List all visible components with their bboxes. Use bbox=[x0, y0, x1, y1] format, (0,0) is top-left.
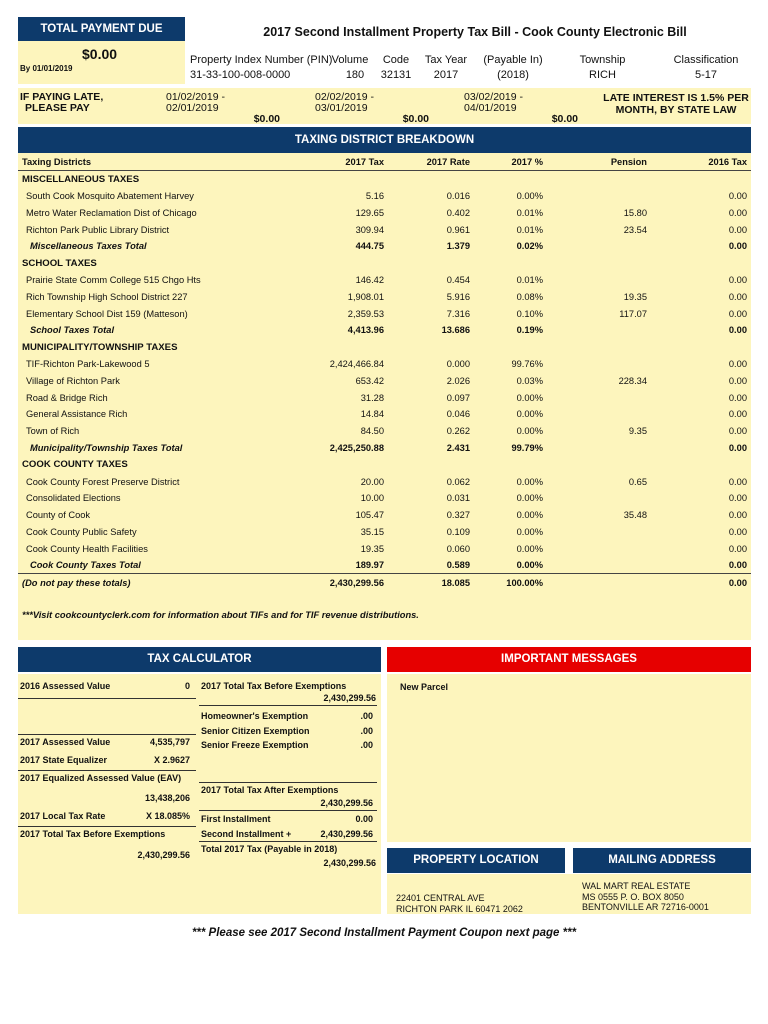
district-pct: 0.00% bbox=[516, 526, 543, 537]
district-name: Consolidated Elections bbox=[26, 493, 121, 504]
table-row bbox=[18, 423, 751, 440]
district-pension bbox=[547, 171, 651, 188]
district-pct: 0.00% bbox=[516, 426, 543, 437]
district-name: Municipality/Township Taxes Total bbox=[30, 442, 183, 453]
tax-calculator-panel bbox=[18, 674, 381, 914]
table-row bbox=[18, 540, 751, 557]
divider bbox=[199, 782, 377, 783]
district-tax: 20.00 bbox=[360, 476, 384, 487]
district-pension: 15.80 bbox=[623, 207, 647, 218]
total-payment-amount: $0.00 bbox=[82, 46, 118, 62]
district-tax bbox=[258, 456, 388, 473]
district-tax: 653.42 bbox=[355, 375, 384, 386]
district-tax: 129.65 bbox=[355, 207, 384, 218]
district-rate: 5.916 bbox=[446, 291, 470, 302]
district-pct: 99.79% bbox=[511, 442, 543, 453]
district-pct: 0.03% bbox=[516, 375, 543, 386]
table-row bbox=[18, 356, 751, 373]
late-payment-label: IF PAYING LATE, PLEASE PAY bbox=[20, 91, 104, 114]
district-pct: 0.01% bbox=[516, 207, 543, 218]
district-pension: 228.34 bbox=[618, 375, 647, 386]
table-row bbox=[18, 406, 751, 423]
district-tax: 189.97 bbox=[355, 560, 384, 571]
total-payment-box bbox=[18, 41, 185, 84]
total-row bbox=[18, 557, 751, 574]
district-prev: 0.00 bbox=[728, 224, 747, 235]
total-row bbox=[18, 322, 751, 339]
district-pension bbox=[547, 238, 651, 255]
district-prev: 0.00 bbox=[728, 543, 747, 554]
district-pct: 0.00% bbox=[516, 560, 543, 571]
district-pension bbox=[547, 188, 651, 205]
township-column: Township RICH bbox=[579, 54, 626, 81]
taxing-district-table bbox=[18, 154, 751, 591]
column-header: Taxing Districts bbox=[18, 154, 258, 171]
district-prev: 0.00 bbox=[728, 291, 747, 302]
district-rate: 0.454 bbox=[446, 274, 470, 285]
district-rate: 0.402 bbox=[446, 207, 470, 218]
district-pct: 0.02% bbox=[516, 241, 543, 252]
district-pension bbox=[547, 524, 651, 541]
district-pension bbox=[547, 339, 651, 356]
homeowner-exemption-value: .00 bbox=[360, 711, 373, 721]
district-rate: 0.000 bbox=[446, 358, 470, 369]
divider bbox=[18, 734, 196, 735]
column-header: Pension bbox=[547, 154, 651, 171]
district-rate: 18.085 bbox=[388, 574, 474, 591]
district-tax: 2,424,466.84 bbox=[329, 358, 384, 369]
category-row bbox=[18, 456, 751, 473]
district-prev bbox=[651, 171, 751, 188]
district-name: Road & Bridge Rich bbox=[26, 392, 108, 403]
assessed-2017-label: 2017 Assessed Value bbox=[20, 737, 111, 747]
important-messages-panel bbox=[387, 674, 751, 842]
district-prev: 0.00 bbox=[728, 207, 747, 218]
district-pct bbox=[474, 339, 547, 356]
table-row bbox=[18, 372, 751, 389]
first-installment-value: 0.00 bbox=[355, 814, 373, 824]
district-pct: 0.00% bbox=[516, 510, 543, 521]
district-pension bbox=[547, 322, 651, 339]
tax-calculator-title: TAX CALCULATOR bbox=[18, 647, 381, 672]
late-period-3: 03/02/2019 - 04/01/2019 $0.00 bbox=[464, 91, 578, 125]
district-rate bbox=[388, 171, 474, 188]
district-name: Cook County Taxes Total bbox=[30, 560, 141, 571]
pin-column: Property Index Number (PIN) 31-33-100-008-0000 bbox=[190, 54, 333, 81]
total-row bbox=[18, 238, 751, 255]
table-row bbox=[18, 473, 751, 490]
district-pct: 99.76% bbox=[511, 358, 543, 369]
district-rate: 13.686 bbox=[441, 325, 470, 336]
district-rate: 0.109 bbox=[446, 526, 470, 537]
total-tax-value: 2,430,299.56 bbox=[323, 858, 376, 868]
classification-column: Classification 5-17 bbox=[673, 54, 739, 81]
district-rate: 0.589 bbox=[446, 560, 470, 571]
late-period-1: 01/02/2019 - 02/01/2019 $0.00 bbox=[166, 91, 280, 125]
district-name: Rich Township High School District 227 bbox=[26, 291, 188, 302]
district-name: General Assistance Rich bbox=[26, 409, 128, 420]
district-pct: 0.10% bbox=[516, 308, 543, 319]
table-row bbox=[18, 188, 751, 205]
district-prev: 0.00 bbox=[728, 526, 747, 537]
district-tax: 14.84 bbox=[360, 409, 384, 420]
category-row bbox=[18, 339, 751, 356]
district-prev: 0.00 bbox=[728, 375, 747, 386]
column-header: 2017 % bbox=[474, 154, 547, 171]
district-tax: 19.35 bbox=[360, 543, 384, 554]
category-row bbox=[18, 171, 751, 188]
local-rate-label: 2017 Local Tax Rate bbox=[20, 811, 106, 821]
district-prev bbox=[651, 339, 751, 356]
divider bbox=[199, 810, 377, 811]
total-payment-due-label: TOTAL PAYMENT DUE bbox=[18, 17, 185, 41]
first-installment-label: First Installment bbox=[201, 814, 271, 824]
table-row bbox=[18, 204, 751, 221]
total-tax-label: Total 2017 Tax (Payable in 2018) bbox=[201, 844, 338, 854]
district-pension bbox=[547, 406, 651, 423]
district-rate bbox=[388, 339, 474, 356]
district-name: MISCELLANEOUS TAXES bbox=[22, 173, 140, 185]
senior-freeze-value: .00 bbox=[360, 740, 373, 750]
district-name: Elementary School Dist 159 (Matteson) bbox=[26, 308, 188, 319]
property-address: 22401 CENTRAL AVE RICHTON PARK IL 60471 2062 bbox=[396, 893, 523, 914]
district-name: South Cook Mosquito Abatement Harvey bbox=[26, 190, 194, 201]
tax-year-column: Tax Year 2017 bbox=[424, 54, 468, 81]
district-pension bbox=[547, 272, 651, 289]
district-name: (Do not pay these totals) bbox=[18, 574, 258, 591]
equalizer-label: 2017 State Equalizer bbox=[20, 755, 108, 765]
district-rate: 0.327 bbox=[446, 510, 470, 521]
district-name: School Taxes Total bbox=[30, 325, 115, 336]
second-installment-value: 2,430,299.56 bbox=[320, 829, 373, 839]
district-tax: 2,430,299.56 bbox=[258, 574, 388, 591]
payable-column: (Payable In) (2018) bbox=[483, 54, 543, 81]
table-row bbox=[18, 305, 751, 322]
district-prev: 0.00 bbox=[728, 392, 747, 403]
district-pension: 117.07 bbox=[619, 308, 647, 319]
district-pct bbox=[474, 255, 547, 272]
district-rate: 0.031 bbox=[446, 493, 470, 504]
district-pension bbox=[547, 255, 651, 272]
divider bbox=[18, 698, 196, 699]
eav-value: 13,438,206 bbox=[144, 793, 190, 803]
district-rate: 0.062 bbox=[446, 476, 470, 487]
district-tax bbox=[258, 255, 388, 272]
senior-exemption-value: .00 bbox=[360, 726, 373, 736]
district-tax: 4,413.96 bbox=[347, 325, 384, 336]
important-messages-title: IMPORTANT MESSAGES bbox=[387, 647, 751, 672]
district-tax: 31.28 bbox=[360, 392, 384, 403]
assessed-2016-value: 0 bbox=[184, 681, 190, 691]
before-exemptions-left-value: 2,430,299.56 bbox=[137, 850, 190, 860]
district-name: TIF-Richton Park-Lakewood 5 bbox=[26, 358, 150, 369]
divider bbox=[199, 705, 377, 706]
district-pension bbox=[547, 440, 651, 457]
district-tax: 35.15 bbox=[360, 526, 384, 537]
late-interest-note: LATE INTEREST IS 1.5% PER MONTH, BY STATE LAW bbox=[603, 92, 749, 116]
code-column: Code 32131 bbox=[380, 54, 412, 81]
district-tax: 2,425,250.88 bbox=[329, 442, 384, 453]
district-prev: 0.00 bbox=[728, 274, 747, 285]
district-pension bbox=[547, 356, 651, 373]
district-name: Town of Rich bbox=[26, 426, 80, 437]
due-by-date: By 01/01/2019 bbox=[20, 64, 73, 73]
district-tax: 444.75 bbox=[355, 241, 384, 252]
district-rate: 0.961 bbox=[446, 224, 470, 235]
district-rate: 0.046 bbox=[446, 409, 470, 420]
before-exemptions-value: 2,430,299.56 bbox=[323, 693, 376, 703]
mailing-address-title: MAILING ADDRESS bbox=[573, 848, 751, 873]
table-row bbox=[18, 389, 751, 406]
district-name: Miscellaneous Taxes Total bbox=[30, 241, 147, 252]
district-name: MUNICIPALITY/TOWNSHIP TAXES bbox=[22, 341, 178, 353]
late-period-2: 02/02/2019 - 03/01/2019 $0.00 bbox=[315, 91, 429, 125]
table-row bbox=[18, 507, 751, 524]
district-prev: 0.00 bbox=[728, 426, 747, 437]
divider bbox=[18, 826, 196, 827]
total-row bbox=[18, 440, 751, 457]
homeowner-exemption-label: Homeowner's Exemption bbox=[201, 711, 309, 721]
table-row bbox=[18, 288, 751, 305]
payment-coupon-note: *** Please see 2017 Second Installment Payment Coupon next page *** bbox=[191, 927, 577, 939]
district-tax bbox=[258, 339, 388, 356]
district-prev: 0.00 bbox=[728, 442, 747, 453]
district-name: Cook County Public Safety bbox=[26, 526, 137, 537]
second-installment-label: Second Installment + bbox=[201, 829, 292, 839]
district-pct: 0.00% bbox=[516, 543, 543, 554]
district-name: Metro Water Reclamation Dist of Chicago bbox=[26, 207, 197, 218]
local-rate-value: X 18.085% bbox=[145, 811, 190, 821]
district-tax: 146.42 bbox=[355, 274, 384, 285]
district-rate: 2.026 bbox=[446, 375, 470, 386]
district-name: Village of Richton Park bbox=[26, 375, 120, 386]
district-pension bbox=[547, 557, 651, 574]
divider bbox=[199, 841, 377, 842]
after-exemptions-value: 2,430,299.56 bbox=[320, 798, 373, 808]
district-tax: 10.00 bbox=[360, 493, 384, 504]
district-rate: 7.316 bbox=[446, 308, 470, 319]
district-pct bbox=[474, 171, 547, 188]
district-name: Richton Park Public Library District bbox=[26, 224, 170, 235]
district-pension bbox=[547, 490, 651, 507]
district-pension: 9.35 bbox=[628, 426, 647, 437]
district-pct: 0.00% bbox=[516, 190, 543, 201]
tif-note: ***Visit cookcountyclerk.com for information about TIFs and for TIF revenue distributions. bbox=[22, 610, 419, 620]
district-pct: 0.00% bbox=[516, 493, 543, 504]
district-rate: 2.431 bbox=[446, 442, 470, 453]
district-rate: 0.097 bbox=[446, 392, 470, 403]
assessed-2017-value: 4,535,797 bbox=[149, 737, 190, 747]
column-header: 2017 Tax bbox=[258, 154, 388, 171]
district-rate: 1.379 bbox=[446, 241, 470, 252]
district-pension bbox=[547, 574, 651, 591]
district-prev: 0.00 bbox=[728, 241, 747, 252]
district-rate bbox=[388, 456, 474, 473]
district-prev: 0.00 bbox=[728, 560, 747, 571]
district-pension bbox=[547, 389, 651, 406]
before-exemptions-left-label: 2017 Total Tax Before Exemptions bbox=[20, 829, 166, 839]
column-header: 2016 Tax bbox=[651, 154, 751, 171]
district-pct: 0.08% bbox=[516, 291, 543, 302]
district-rate: 0.060 bbox=[446, 543, 470, 554]
district-prev: 0.00 bbox=[728, 308, 747, 319]
district-name: Prairie State Comm College 515 Chgo Hts bbox=[26, 274, 201, 285]
district-pct: 0.01% bbox=[516, 224, 543, 235]
district-name: Cook County Health Facilities bbox=[26, 543, 148, 554]
column-header: 2017 Rate bbox=[388, 154, 474, 171]
senior-exemption-label: Senior Citizen Exemption bbox=[201, 726, 310, 736]
taxing-district-title: TAXING DISTRICT BREAKDOWN bbox=[18, 127, 751, 153]
equalizer-value: X 2.9627 bbox=[153, 755, 190, 765]
district-pension bbox=[547, 456, 651, 473]
district-pct: 0.00% bbox=[516, 392, 543, 403]
table-row bbox=[18, 524, 751, 541]
district-prev: 0.00 bbox=[728, 325, 747, 336]
district-pct: 0.00% bbox=[516, 476, 543, 487]
table-header-row bbox=[18, 154, 751, 171]
district-pct: 0.01% bbox=[516, 274, 543, 285]
table-row bbox=[18, 490, 751, 507]
table-row bbox=[18, 272, 751, 289]
district-pension: 23.54 bbox=[623, 224, 647, 235]
mailing-address: WAL MART REAL ESTATE MS 0555 P. O. BOX 8050 BENTONVILLE AR 72716-0001 bbox=[582, 881, 709, 912]
district-prev: 0.00 bbox=[728, 510, 747, 521]
table-row bbox=[18, 221, 751, 238]
total-row bbox=[18, 574, 751, 591]
volume-column: Volume 180 bbox=[331, 54, 369, 81]
district-pension: 19.35 bbox=[623, 291, 647, 302]
district-tax: 2,359.53 bbox=[347, 308, 384, 319]
district-name: County of Cook bbox=[26, 510, 91, 521]
district-pct: 0.19% bbox=[516, 325, 543, 336]
district-tax bbox=[258, 171, 388, 188]
before-exemptions-label: 2017 Total Tax Before Exemptions bbox=[201, 681, 347, 691]
district-pension bbox=[547, 540, 651, 557]
bill-title: 2017 Second Installment Property Tax Bill - Cook County Electronic Bill bbox=[263, 25, 687, 39]
district-prev bbox=[651, 255, 751, 272]
district-prev: 0.00 bbox=[728, 409, 747, 420]
district-prev: 0.00 bbox=[728, 358, 747, 369]
district-prev: 0.00 bbox=[728, 493, 747, 504]
after-exemptions-label: 2017 Total Tax After Exemptions bbox=[201, 785, 339, 795]
district-name: COOK COUNTY TAXES bbox=[22, 459, 128, 471]
district-pension: 0.65 bbox=[628, 476, 647, 487]
district-prev: 0.00 bbox=[728, 476, 747, 487]
eav-label: 2017 Equalized Assessed Value (EAV) bbox=[20, 773, 182, 783]
message-text: New Parcel bbox=[400, 682, 449, 692]
district-prev bbox=[651, 456, 751, 473]
district-rate: 0.016 bbox=[446, 190, 470, 201]
divider bbox=[18, 770, 196, 771]
district-prev: 0.00 bbox=[728, 190, 747, 201]
district-rate bbox=[388, 255, 474, 272]
district-pct: 100.00% bbox=[474, 574, 547, 591]
district-tax: 5.16 bbox=[365, 190, 384, 201]
district-name: Cook County Forest Preserve District bbox=[26, 476, 180, 487]
senior-freeze-label: Senior Freeze Exemption bbox=[201, 740, 309, 750]
district-pct bbox=[474, 456, 547, 473]
district-tax: 105.47 bbox=[355, 510, 384, 521]
district-name: SCHOOL TAXES bbox=[22, 257, 97, 269]
district-prev: 0.00 bbox=[651, 574, 751, 591]
property-location-title: PROPERTY LOCATION bbox=[387, 848, 565, 873]
district-tax: 1,908.01 bbox=[347, 291, 384, 302]
district-pct: 0.00% bbox=[516, 409, 543, 420]
district-tax: 309.94 bbox=[355, 224, 384, 235]
district-pension: 35.48 bbox=[623, 510, 647, 521]
category-row bbox=[18, 255, 751, 272]
assessed-2016-label: 2016 Assessed Value bbox=[20, 681, 111, 691]
district-tax: 84.50 bbox=[360, 426, 384, 437]
district-rate: 0.262 bbox=[446, 426, 470, 437]
